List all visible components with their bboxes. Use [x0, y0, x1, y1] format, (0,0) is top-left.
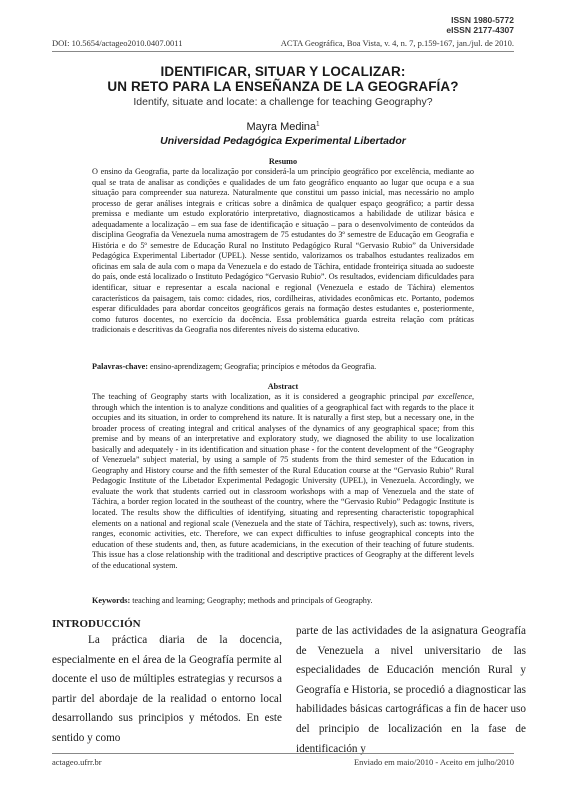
footer-dates: Enviado em maio/2010 - Aceito em julho/2010 — [353, 757, 514, 767]
body-column-left: La práctica diaria de la docencia, especialmente en el área de la Geografía permite al docente el uso de múltiples estrategias y recursos a partir del abordaje de la realidad o entorno local desarrollando sus principios y métodos. En este sentido y como — [52, 634, 282, 744]
keywords-label-en: Keywords: — [92, 596, 131, 605]
resumo-heading: Resumo — [268, 157, 298, 166]
footer-divider — [52, 753, 514, 754]
journal-citation: ACTA Geográfica, Boa Vista, v. 4, n. 7, p.159-167, jan./jul. de 2010. — [280, 38, 514, 48]
introduction-heading: INTRODUCCIÓN — [52, 618, 141, 630]
english-subtitle: Identify, situate and locate: a challenge for teaching Geography? — [133, 96, 433, 108]
footer-site[interactable]: actageo.ufrr.br — [52, 757, 102, 767]
keywords-label-pt: Palavras-chave: — [92, 362, 148, 371]
abstract-text — [92, 392, 474, 571]
title-line-1: IDENTIFICAR, SITUAR Y LOCALIZAR: — [160, 64, 406, 79]
resumo-keywords — [92, 362, 474, 371]
issn: ISSN 1980-5772 — [451, 15, 514, 25]
keywords-en: teaching and learning; Geography; methods and principals of Geography. — [130, 596, 373, 605]
title-line-2: UN RETO PARA LA ENSEÑANZA DE LA GEOGRAFÍA? — [107, 79, 459, 94]
eissn: eISSN 2177-4307 — [446, 25, 514, 35]
header-divider — [52, 51, 514, 52]
doi[interactable]: DOI: 10.5654/actageo2010.0407.0011 — [52, 38, 183, 48]
author-name: Mayra Medina — [246, 121, 317, 133]
issn-block — [446, 15, 514, 35]
abstract-text-part-1: The teaching of Geography starts with localization, as it is considered a geographic principal — [92, 392, 423, 401]
affiliation: Universidad Pedagógica Experimental Libertador — [160, 135, 406, 147]
abstract-keywords — [92, 596, 474, 605]
author-footnote-mark: 1 — [316, 121, 320, 128]
abstract-text-part-2: , through which the intention is to analyze conditions and qualities of a geographical fact with regards to the place it occupies and its situation, in order to comprehend its nature. It is naturally a first step, but a necessary one, in the broader process of creating integral and critical analyses of the dynamics of any geographical space; from this premise and by means of an interpretative and exploratory study, we diagnosed the ability to use localization basically and adequately - in its identification and situation phase - for the content development of the “Geography of Venezuela” subject material, by using a sample of 75 students from the third semester of the Education in Geography and History course and the fifth semester of the Rural Education course at the “Gervasio Rubio” Rural Pedagogic Institute of the Libetador Experimental Pedagogic University (UPEL), in Venezuela. Accordingly, we evaluate the work that students carried out in classroom workshops with a map of Venezuela and the state of Táchira, a border region located in the southeast of the country, where the “Gervasio Rubio” Pedagogic Institute is located. The results show the difficulties of identifying, situating and representing characteristic topographical elements on a national and regional scale (Venezuela and the state of Táchira, respectively), such as: towns, rivers, ranges, economic activities, etc. Therefore, we can expect difficulties to infuse geographical concepts into the education of these students and, then, as future academicians, in the execution of their teaching of future students. This issue has a close relationship with the traditional and descriptive practices of Geography at the different levels of the educational system. — [92, 392, 474, 570]
keywords-pt: ensino-aprendizagem; Geografia; princípios e métodos da Geografia. — [147, 362, 377, 371]
abstract-heading: Abstract — [267, 382, 299, 391]
author — [52, 121, 514, 133]
body-column-right: parte de las actividades de la asignatura Geografía de Venezuela a nivel universitario de las especialidades de Educación mención Rural y Geografía e Historia, se procedió a diagnosticar las habilidades básicas cartográficas a fin de hacer uso del principio de localización en la fase de identificación y — [296, 625, 526, 755]
abstract-emphasis: par excellence — [422, 392, 472, 401]
resumo-text: O ensino da Geografia, parte da localização por considerá-la um princípio geográfico por excelência, mediante ao qual se trata de analisar as condições e qualidades de um fato geográfico enquanto ao lugar que ocupa e a sua situação para compreender sua natureza. Naturalmente que constitui um passo inicial, mas necessário no amplo processo de gerar análises integrais e críticas sobre a dinâmica de qualquer espaço geográfico; a partir dessa premissa e mediante um estudo exploratório interpretativo, diagnosticamos a habilidade de utilizar básica e adequadamente a localização – em sua fase de identificação e situação – para o desenvolvimento de conteúdos da disciplina Geografia da Venezuela numa amostragem de 75 estudantes do 3º semestre de Educação em Geografia e História e do 5º semestre de Educação Rural no Instituto Pedagógico Rural “Gervasio Rubio” da Universidade Pedagógica Experimental Libertador (UPEL). Nesse sentido, valorizamos os trabalhos estudantes realizados em oficinas em sala de aula com o mapa da Venezuela e do estado de Táchira, entidade fronteiriça situada ao sudoeste do país, onde está localizado o Instituto Pedagógico “Gervasio Rubio”. Os resultados, evidenciam dificuldades para identificar, situar e representar a escala nacional e regional (Venezuela e estado de Táchira) elementos característicos da paisagem, tais como: cidades, rios, cordilheiras, atividades econômicas etc. Portanto, podemos esperar dificuldades para abordar conceitos geográficos gerais na formação destes estudantes e, posteriormente, como futuros docentes, no exercício da docência. Essa problemática guarda estreita relação com práticas tradicionais e descritivas da Geografia nos diferentes níveis do sistema educativo. — [92, 167, 474, 335]
